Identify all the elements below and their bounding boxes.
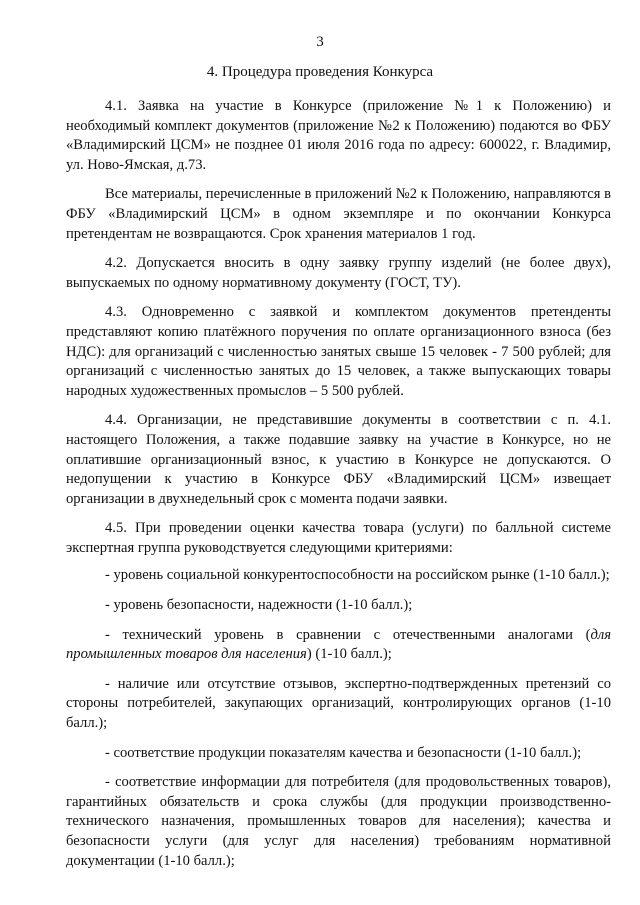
section-title: 4. Процедура проведения Конкурса — [206, 64, 434, 80]
paragraph-4-3: 4.3. Одновременно с заявкой и комплектом документов претенденты представляют копию платёжного поручения по оплате организационного взноса (без НДС): для организаций с численностью занятых свыше 15 человек - 7 500 рублей; для организаций с численностью занятых до 15 человек, а также выпускающих товары народных художественных промыслов – 5 500 рублей. — [66, 304, 611, 399]
paragraph-4-5: 4.5. При проведении оценки качества товара (услуги) по балльной системе экспертная группа руководствуется следующими критериями: — [66, 520, 611, 556]
criterion-information-compliance: - соответствие информации для потребителя (для продовольственных товаров), гарантийных обязательств и срока службы (для продукции производственно-технического назначения, промышленных товаров для населения); качества и безопасности услуги (для услуг для населения) требованиям нормативной документации (1-10 балл.); — [66, 774, 611, 869]
paragraph-4-1: 4.1. Заявка на участие в Конкурсе (приложение №1 к Положению) и необходимый комплект документов (приложение №2 к Положению) подаются во ФБУ «Владимирский ЦСМ» не позднее 01 июля 2016 года по адресу: 600022, г. Владимир, ул. Ново-Ямская, д.73. — [66, 98, 611, 173]
criterion-technical-level-tail: ) (1-10 балл.); — [306, 646, 392, 663]
page-number: 3 — [316, 34, 324, 50]
criterion-safety: - уровень безопасности, надежности (1-10 балл.); — [105, 597, 413, 614]
criterion-technical-level-italic: для промышленных товаров для населения — [66, 626, 611, 663]
criterion-quality-compliance: - соответствие продукции показателям качества и безопасности (1-10 балл.); — [105, 744, 582, 761]
criterion-technical-level-text: - технический уровень в сравнении с отечественными аналогами ( — [105, 626, 591, 643]
paragraph-4-4: 4.4. Организации, не представившие документы в соответствии с п. 4.1. настоящего Положения, а также подавшие заявку на участие в Конкурсе, но не оплатившие организационный взнос, к участию в Конкурсе не допускаются. О недопущении к участию в Конкурсе ФБУ «Владимирский ЦСМ» извещает организации в двухнедельный срок с момента подачи заявки. — [66, 412, 611, 507]
criterion-reviews: - наличие или отсутствие отзывов, экспертно-подтвержденных претензий со стороны потребителей, закупающих организаций, контролирующих органов (1-10 балл.); — [66, 675, 611, 732]
criterion-technical-level — [66, 626, 611, 665]
document-body — [66, 97, 611, 881]
paragraph-materials: Все материалы, перечисленные в приложений №2 к Положению, направляются в ФБУ «Владимирский ЦСМ» в одном экземпляре и по окончании Конкурса претендентам не возвращаются. Срок хранения материалов 1 год. — [66, 186, 611, 242]
paragraph-4-2: 4.2. Допускается вносить в одну заявку группу изделий (не более двух), выпускаемых по одному нормативному документу (ГОСТ, ТУ). — [66, 255, 611, 291]
criterion-competitiveness: - уровень социальной конкурентоспособности на российском рынке (1-10 балл.); — [105, 567, 610, 584]
